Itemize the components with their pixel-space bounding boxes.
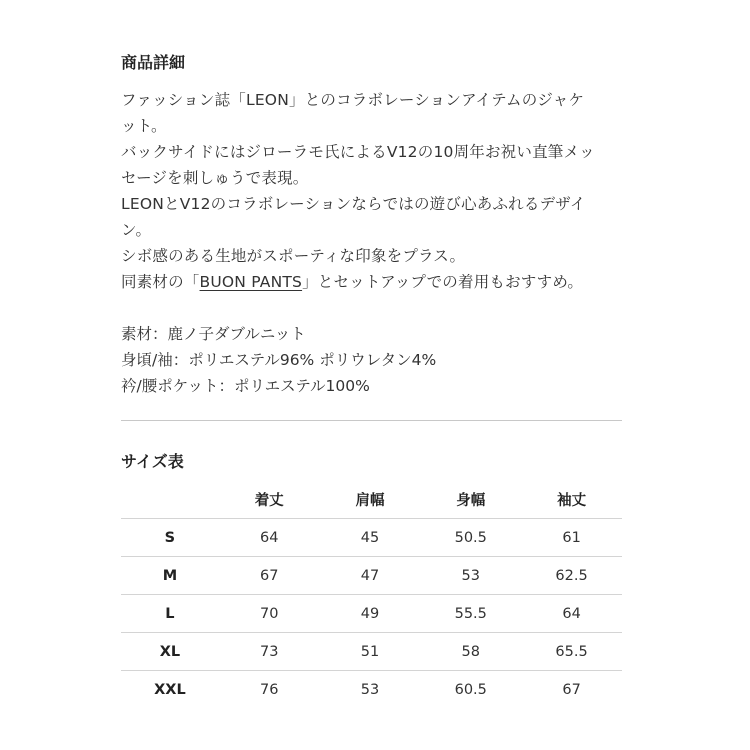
table-row: [121, 519, 622, 557]
column-header-size: [121, 481, 219, 519]
cell-sleeve: 67: [562, 681, 581, 698]
materials-list: [121, 321, 622, 399]
cell-shoulder: 49: [320, 595, 421, 633]
description-line: シボ感のある生地がスポーティな印象をプラス。: [121, 247, 466, 265]
description-line: バックサイドにはジローラモ氏によるV12の10周年お祝い直筆メッ: [121, 143, 595, 161]
cell-shoulder: 45: [320, 519, 421, 557]
column-header-shoulder: 肩幅: [320, 481, 421, 519]
cell-length: 73: [219, 633, 320, 671]
size-label: M: [121, 557, 219, 595]
cell-sleeve: 64: [521, 595, 622, 633]
cell-length: 64: [219, 519, 320, 557]
size-label: XXL: [154, 681, 186, 698]
description-line-with-link: [121, 269, 622, 295]
description-line: LEONとV12のコラボレーションならではの遊び心あふれるデザイ: [121, 195, 586, 213]
cell-length: 76: [259, 681, 279, 698]
material-line: 衿/腰ポケット：ポリエステル100%: [121, 377, 370, 395]
cell-chest: 58: [420, 633, 521, 671]
cell-chest: 53: [420, 557, 521, 595]
cell-sleeve: 61: [521, 519, 622, 557]
column-header-length: 着丈: [219, 481, 320, 519]
column-header-chest: 身幅: [420, 481, 521, 519]
table-row: [121, 557, 622, 595]
size-table-heading: サイズ表: [121, 452, 184, 471]
size-table: [121, 481, 622, 708]
product-details-section: [121, 50, 622, 399]
size-table-header-row: [121, 481, 622, 519]
link-prefix-text: 同素材の「: [121, 273, 200, 291]
cell-sleeve: 62.5: [521, 557, 622, 595]
material-line: 素材：鹿ノ子ダブルニット: [121, 325, 306, 343]
buon-pants-link[interactable]: BUON PANTS: [199, 273, 303, 291]
cell-chest: 50.5: [420, 519, 521, 557]
table-row: [121, 633, 622, 671]
description-line: ン。: [121, 221, 152, 239]
size-label: S: [121, 519, 219, 557]
description-line: セージを刺しゅうで表現。: [121, 169, 309, 187]
size-label: XL: [121, 633, 219, 671]
cell-sleeve: 65.5: [521, 633, 622, 671]
cell-shoulder: 51: [320, 633, 421, 671]
product-details-heading: 商品詳細: [121, 53, 186, 72]
cell-chest: 55.5: [420, 595, 521, 633]
cell-shoulder: 53: [360, 681, 380, 698]
cell-length: 70: [219, 595, 320, 633]
cell-shoulder: 47: [320, 557, 421, 595]
cell-length: 67: [219, 557, 320, 595]
link-suffix-text: 」とセットアップでの着用もおすすめ。: [302, 273, 584, 291]
section-divider: [121, 420, 622, 421]
size-label: L: [121, 595, 219, 633]
product-description: [121, 87, 622, 295]
cell-chest: 60.5: [454, 681, 487, 698]
material-line: 身頃/袖：ポリエステル96% ポリウレタン4%: [121, 351, 437, 369]
column-header-sleeve: 袖丈: [521, 481, 622, 519]
table-row: [121, 671, 622, 709]
table-row: [121, 595, 622, 633]
description-line: ット。: [121, 117, 167, 135]
description-line: ファッション誌「LEON」とのコラボレーションアイテムのジャケ: [121, 91, 585, 109]
